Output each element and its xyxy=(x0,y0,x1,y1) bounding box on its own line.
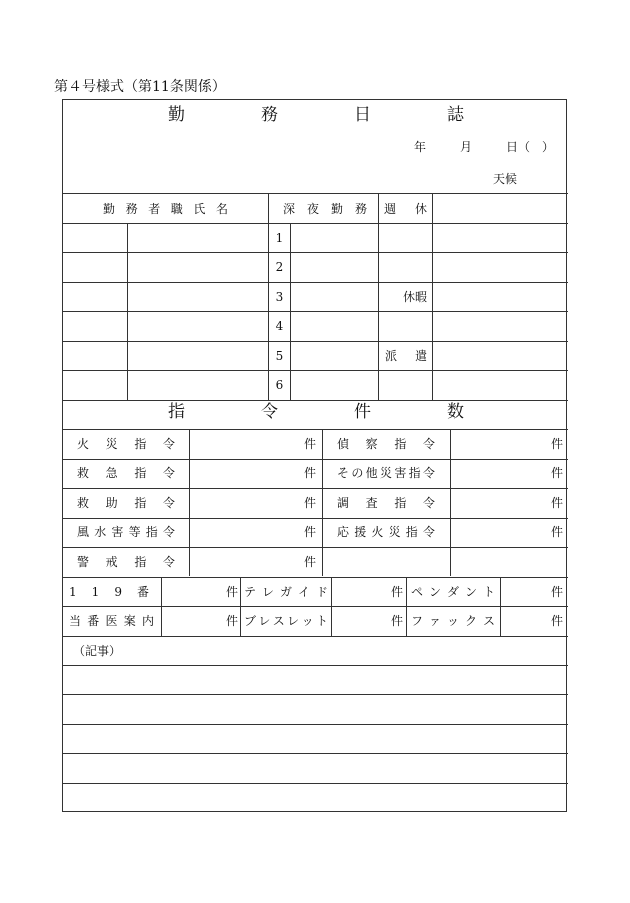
order-label: 偵 察 指 令 xyxy=(337,437,435,451)
divider xyxy=(500,577,501,636)
divider xyxy=(63,753,568,754)
call-label: ペ ン ダ ン ト xyxy=(411,585,495,599)
divider xyxy=(189,429,190,576)
unit-label: 件 xyxy=(304,437,317,451)
divider xyxy=(63,252,568,253)
divider xyxy=(63,341,568,342)
divider xyxy=(63,370,568,371)
call-label: テ レ ガ イ ド xyxy=(244,585,328,599)
row-number: 3 xyxy=(275,290,284,304)
row-number: 6 xyxy=(275,378,284,392)
log-title: 勤 務 日 誌 xyxy=(168,105,464,125)
unit-label: 件 xyxy=(551,585,564,599)
row-number: 1 xyxy=(275,231,284,245)
night-duty-header: 深 夜 勤 務 xyxy=(283,202,367,216)
divider xyxy=(63,783,568,784)
divider xyxy=(63,282,568,283)
call-label: 当 番 医 案 内 xyxy=(69,614,154,628)
order-label: 救 急 指 令 xyxy=(77,466,175,480)
divider xyxy=(63,665,568,666)
unit-label: 件 xyxy=(551,614,564,628)
order-label: 警 戒 指 令 xyxy=(77,555,175,569)
divider xyxy=(63,518,568,519)
divider xyxy=(240,577,241,636)
leave-label: 休暇 xyxy=(403,290,428,304)
unit-label: 件 xyxy=(551,466,564,480)
divider xyxy=(406,577,407,636)
divider xyxy=(127,223,128,400)
unit-label: 件 xyxy=(391,585,404,599)
row-number: 2 xyxy=(275,260,284,274)
unit-label: 件 xyxy=(304,525,317,539)
call-label: 1 1 9 番 xyxy=(69,585,149,599)
divider xyxy=(63,636,568,637)
unit-label: 件 xyxy=(226,614,239,628)
notes-label: （記事） xyxy=(73,644,122,658)
unit-label: 件 xyxy=(226,585,239,599)
row-number: 5 xyxy=(275,349,284,363)
divider xyxy=(63,400,568,401)
unit-label: 件 xyxy=(391,614,404,628)
divider xyxy=(63,429,568,430)
date-year: 年 xyxy=(414,140,427,154)
work-log-form xyxy=(62,99,567,812)
dispatch-label: 派 遣 xyxy=(385,349,427,363)
form-number-label: 第４号様式（第11条関係） xyxy=(54,79,226,95)
divider xyxy=(331,577,332,636)
call-label: ブ レ ス レ ッ ト xyxy=(244,614,328,628)
divider xyxy=(63,694,568,695)
date-month: 月 xyxy=(460,140,473,154)
order-label: 火 災 指 令 xyxy=(77,437,175,451)
divider xyxy=(450,429,451,576)
unit-label: 件 xyxy=(304,466,317,480)
divider xyxy=(63,724,568,725)
divider xyxy=(63,606,568,607)
divider xyxy=(63,547,568,548)
staff-name-header: 勤 務 者 職 氏 名 xyxy=(103,202,228,216)
weather-label: 天候 xyxy=(493,172,518,186)
divider xyxy=(432,193,433,400)
call-label: フ ァ ッ ク ス xyxy=(411,614,495,628)
divider xyxy=(290,223,291,400)
orders-title: 指 令 件 数 xyxy=(168,402,464,422)
weekly-off-header: 週 休 xyxy=(384,202,427,216)
divider xyxy=(63,459,568,460)
divider xyxy=(63,488,568,489)
order-label: そ の 他 災 害 指 令 xyxy=(337,466,435,480)
divider xyxy=(322,429,323,576)
unit-label: 件 xyxy=(304,555,317,569)
order-label: 風 水 害 等 指 令 xyxy=(77,525,175,539)
order-label: 救 助 指 令 xyxy=(77,496,175,510)
row-number: 4 xyxy=(275,319,284,333)
unit-label: 件 xyxy=(551,525,564,539)
unit-label: 件 xyxy=(304,496,317,510)
order-label: 調 査 指 令 xyxy=(337,496,435,510)
divider xyxy=(63,193,568,194)
unit-label: 件 xyxy=(551,496,564,510)
divider xyxy=(378,193,379,400)
date-day: 日（ ） xyxy=(506,140,555,154)
unit-label: 件 xyxy=(551,437,564,451)
divider xyxy=(63,577,568,578)
divider xyxy=(63,311,568,312)
divider xyxy=(161,577,162,636)
divider xyxy=(63,223,568,224)
order-label: 応 援 火 災 指 令 xyxy=(337,525,435,539)
